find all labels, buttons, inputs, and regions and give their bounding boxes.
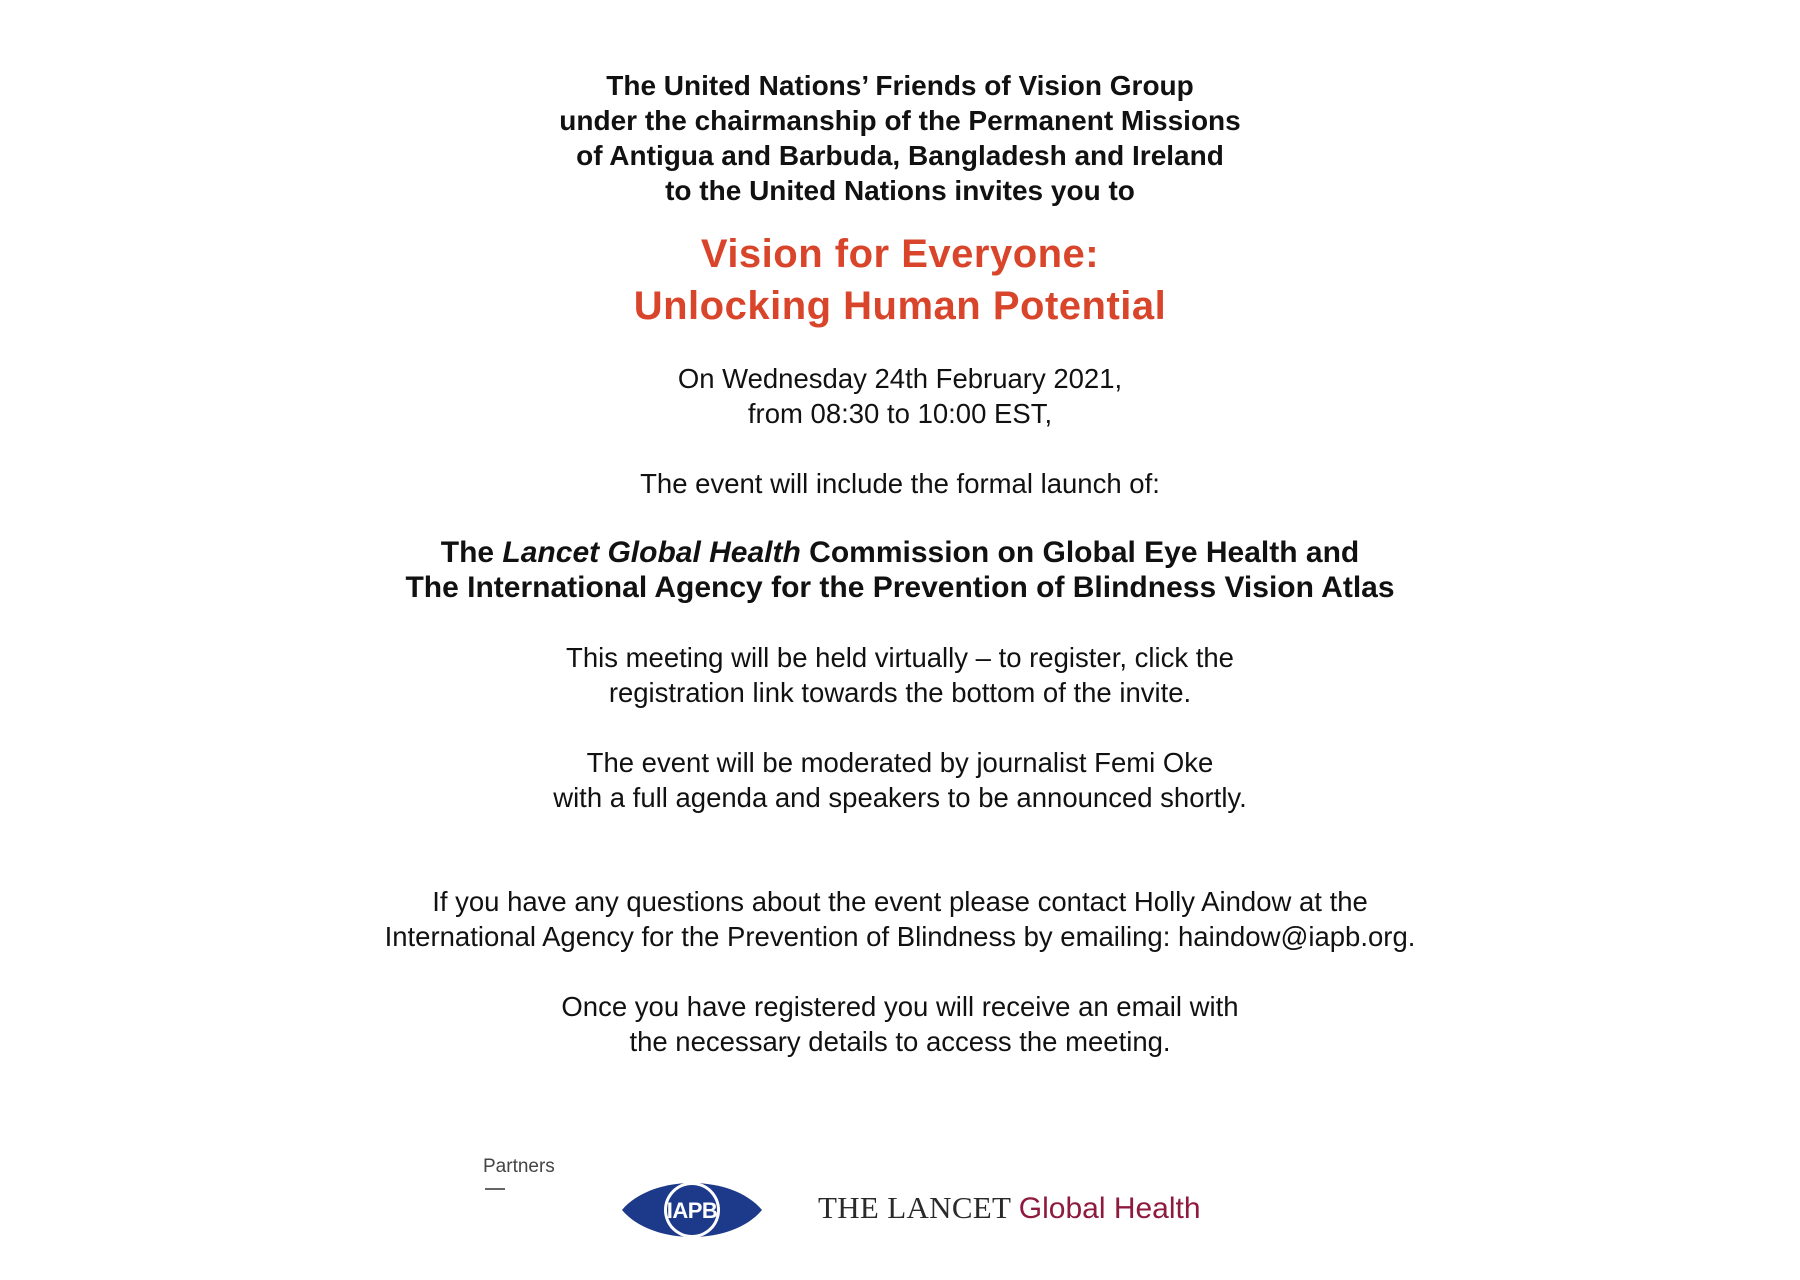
event-title [0,228,1800,332]
launch-suffix: Commission on Global Eye Health and [800,536,1360,569]
event-include-text [0,466,1800,501]
invitation-intro [0,68,1800,208]
registration-note [0,989,1800,1059]
registration-line: the necessary details to access the meeting. [629,1026,1171,1057]
moderator-text [0,745,1800,815]
moderator-line: The event will be moderated by journalist Femi Oke [586,747,1214,778]
lancet-global-health-logo [818,1188,1201,1228]
intro-line: The United Nations’ Friends of Vision Group [606,70,1194,101]
registration-line: Once you have registered you will receive an email with [561,991,1239,1022]
questions-contact-text [0,884,1800,954]
lancet-wordmark: THE LANCET [818,1190,1011,1225]
intro-line: to the United Nations invites you to [665,175,1135,206]
global-health-wordmark: Global Health [1018,1192,1201,1225]
virtual-meeting-text [0,640,1800,710]
event-title-line: Unlocking Human Potential [633,284,1167,328]
launch-line-1 [0,535,1800,570]
virtual-line: This meeting will be held virtually – to register, click the [566,642,1234,673]
event-title-line: Vision for Everyone: [700,232,1100,276]
intro-line: under the chairmanship of the Permanent Missions [559,105,1241,136]
datetime-line: On Wednesday 24th February 2021, [677,363,1123,394]
event-datetime [0,361,1800,431]
launch-prefix: The [440,536,503,569]
datetime-line: from 08:30 to 10:00 EST, [747,398,1053,429]
partners-label: Partners [483,1156,555,1177]
questions-line: International Agency for the Prevention of Blindness by emailing: haindow@iapb.org. [384,921,1416,952]
launch-line-2: The International Agency for the Prevention of Blindness Vision Atlas [405,571,1395,604]
iapb-eye-logo [618,1170,766,1250]
include-line: The event will include the formal launch of: [640,468,1160,499]
launch-titles [0,535,1800,605]
virtual-line: registration link towards the bottom of the invite. [608,677,1192,708]
iapb-logo-text: IAPB [666,1198,718,1223]
partners-divider [485,1188,505,1190]
moderator-line: with a full agenda and speakers to be announced shortly. [553,782,1247,813]
intro-line: of Antigua and Barbuda, Bangladesh and Ireland [576,140,1224,171]
questions-line: If you have any questions about the event please contact Holly Aindow at the [432,886,1368,917]
lancet-journal-name: Lancet Global Health [502,536,801,569]
